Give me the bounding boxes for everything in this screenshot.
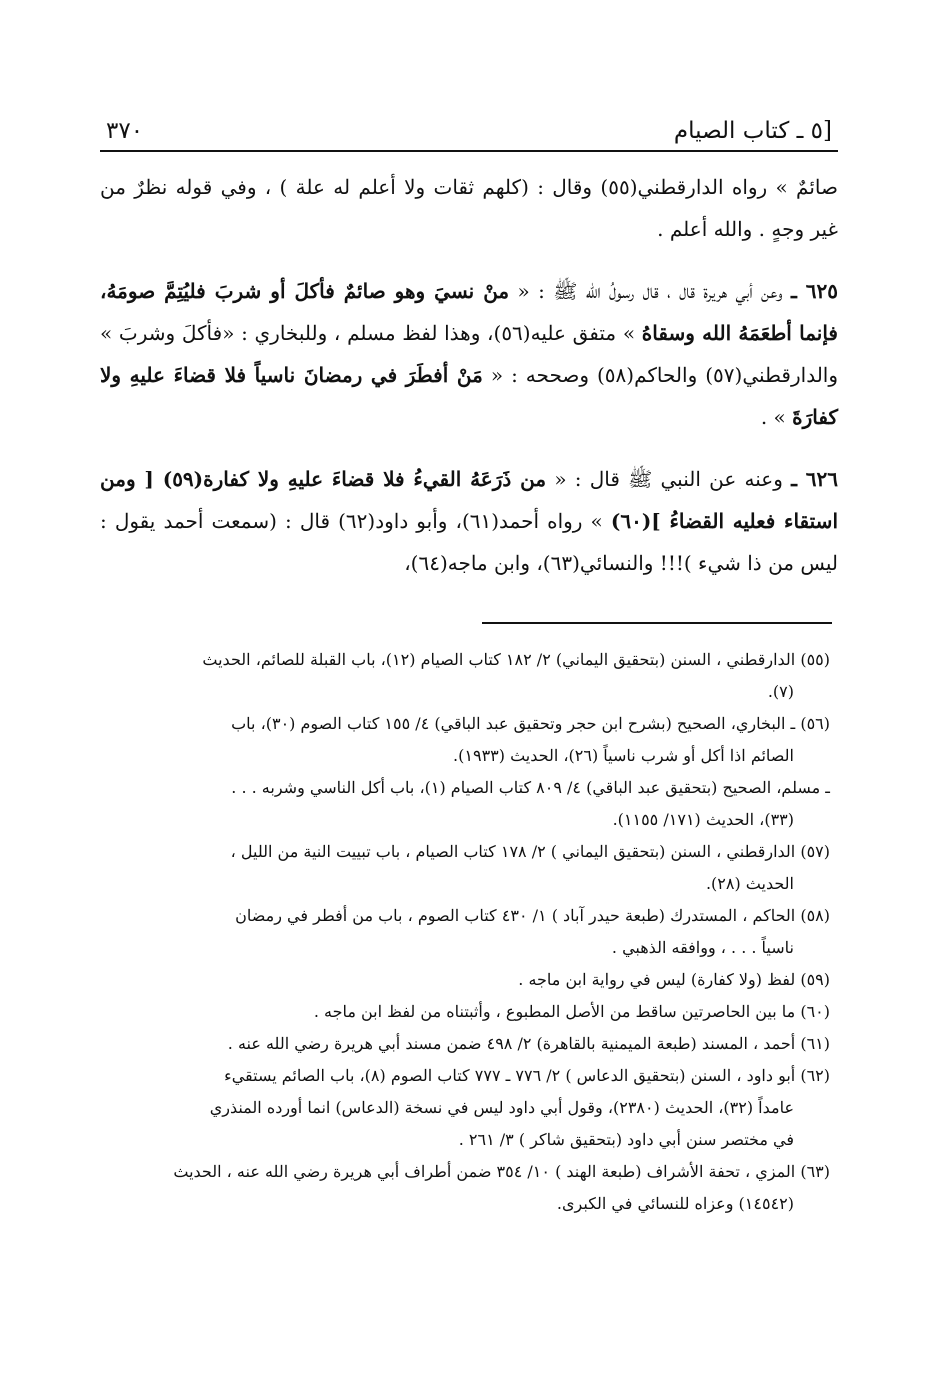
closing-quote: » .: [760, 405, 786, 429]
footnote: [100, 1060, 838, 1156]
hadith-text-bold-2: مَنْ أفطَرَ في رمضانَ ناسياً فلا قضاءَ عليهِ ولا كفارَةَ: [100, 363, 838, 429]
footnote: [100, 964, 838, 996]
hadith-number-626: ٦٢٦ ـ: [791, 467, 839, 491]
footnote: [100, 1028, 838, 1060]
footnote-line: (٣٣)، الحديث (١٧١/ ١١٥٥).: [612, 810, 794, 829]
footnote-line: (١٤٥٤٢) وعزاه للنسائي في الكبرى.: [556, 1194, 794, 1213]
footnote-line: (٧).: [767, 682, 794, 701]
narration-sources-2: » رواه أحمد(٦١)، وأبو داود(٦٢) قال : (سمعت أحمد يقول : ليس من ذا شيء )!!! والنسائي(٦٣)، وابن ماجه(٦٤)،: [100, 509, 838, 575]
running-header: [100, 118, 838, 146]
footnotes: [100, 644, 838, 1220]
footnote-line: في مختصر سنن أبي داود (بتحقيق شاكر ) ٣/ ٢٦١ .: [458, 1130, 794, 1149]
narration-intro-2: وعنه عن النبي ﷺ قال : «: [554, 467, 783, 491]
paragraph-626: [100, 458, 838, 584]
hadith-number-625: ٦٢٥ ـ: [790, 279, 839, 303]
footnote-line: (٦٠) ما بين الحاصرتين ساقط من الأصل المطبوع ، وأثبتناه من لفظ ابن ماجه .: [313, 1002, 830, 1021]
narration-sources: » متفق عليه(٥٦)، وهذا لفظ مسلم ، وللبخاري : «فأكلَ وشربَ » والدارقطني(٥٧) والحاكم(٥٨) وصححه : «: [100, 321, 839, 387]
narration-intro: وعن أبي هريرة قال ، قال رسولُ الله ﷺ : «: [517, 279, 783, 303]
footnote-line: (٥٦) ـ البخاري، الصحيح (بشرح ابن حجر وتحقيق عبد الباقي) ٤/ ١٥٥ كتاب الصوم (٣٠)، باب: [231, 714, 830, 733]
footnote-line: (٦٢) أبو داود ، السنن (بتحقيق الدعاس ) ٢/ ٧٧٦ ـ ٧٧٧ كتاب الصوم (٨)، باب الصائم يستقيء: [224, 1066, 830, 1085]
paragraph-1-text: صائمٌ » رواه الدارقطني(٥٥) وقال : (كلهم ثقات ولا أعلم له علة ) ، وفي قوله نظرٌ من غير وجهٍ . والله أعلم .: [100, 175, 838, 241]
footnote-line: عامداً (٣٢)، الحديث (٢٣٨٠)، وقول أبي داود ليس في نسخة (الدعاس) انما أورده المنذري: [209, 1098, 794, 1117]
book-page: [100, 118, 838, 1220]
footnote-separator: [482, 622, 832, 624]
footnote: [100, 708, 838, 772]
header-rule: [100, 150, 838, 152]
footnote-line: (٦١) أحمد ، المسند (طبعة الميمنية بالقاهرة) ٢/ ٤٩٨ ضمن مسند أبي هريرة رضي الله عنه .: [227, 1034, 830, 1053]
footnote: [100, 1156, 838, 1220]
footnote-line: (٥٥) الدارقطني ، السنن (بتحقيق اليماني) ٢/ ١٨٢ كتاب الصيام (١٢)، باب القبلة للصائم، الحديث: [202, 650, 830, 669]
footnote-line: (٦٣) المزي ، تحفة الأشراف (طبعة الهند ) ١٠/ ٣٥٤ ضمن أطراف أبي هريرة رضي الله عنه ، الحديث: [173, 1162, 830, 1181]
footnote: [100, 772, 838, 836]
chapter-title: [٥ ـ كتاب الصيام: [673, 118, 832, 144]
footnote-line: ناسياً . . . ، ووافقه الذهبي .: [611, 938, 794, 957]
footnote-line: (٥٩) لفظ (ولا كفارة) ليس في رواية ابن ماجه .: [518, 970, 830, 989]
footnote-line: (٥٨) الحاكم ، المستدرك (طبعة حيدر آباد ) ١/ ٤٣٠ كتاب الصوم ، باب من أفطر في رمضان: [235, 906, 830, 925]
page-number: ٣٧٠: [106, 118, 144, 144]
footnote: [100, 900, 838, 964]
footnote-line: الصائم اذا أكل أو شرب ناسياً (٢٦)، الحديث (١٩٣٣).: [453, 746, 794, 765]
footnote: [100, 644, 838, 708]
hadith-text-bold: منْ نسيَ وهو صائمٌ فأكلَ أو شربَ فليُتِمَّ صومَهُ، فإنما أطعَمَهُ الله وسقاهُ: [100, 279, 838, 345]
footnote: [100, 996, 838, 1028]
hadith-text-bold-3: من ذَرَعَهُ القيءُ فلا قضاءَ عليهِ ولا كفارة(٥٩) [ ومن استقاء فعليه القضاءُ ](٦٠): [100, 467, 838, 533]
footnote-line: ـ مسلم، الصحيح (بتحقيق عبد الباقي) ٤/ ٨٠٩ كتاب الصيام (١)، باب أكل الناسي وشربه . . .: [231, 778, 830, 797]
footnote-line: (٥٧) الدارقطني ، السنن (بتحقيق اليماني ) ٢/ ١٧٨ كتاب الصيام ، باب تبييت النية من الليل ،: [230, 842, 830, 861]
footnote-line: الحديث (٢٨).: [705, 874, 794, 893]
paragraph-1: [100, 166, 838, 250]
footnote: [100, 836, 838, 900]
paragraph-625: [100, 270, 838, 438]
main-text: [100, 166, 838, 584]
